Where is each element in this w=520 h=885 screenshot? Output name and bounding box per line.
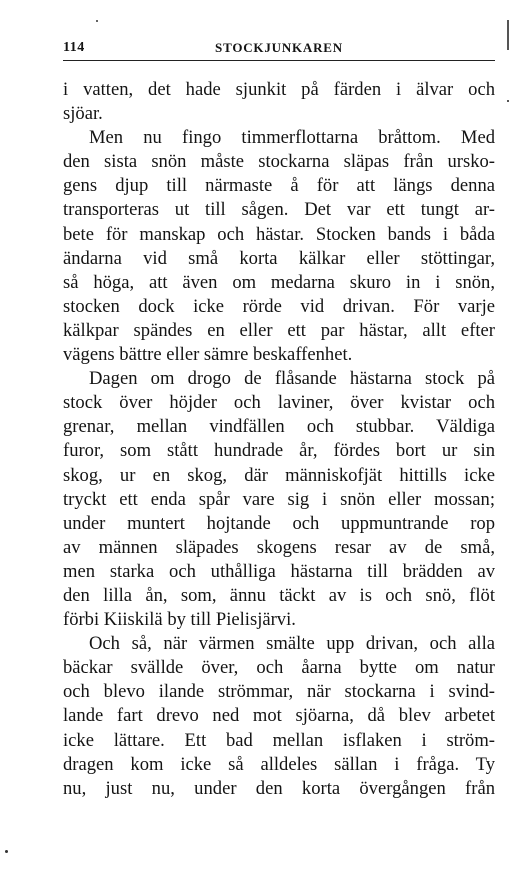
text-line: stocken dock icke rörde vid drivan. För varje (63, 295, 495, 317)
text-line: Och så, när värmen smälte upp drivan, och alla (89, 633, 495, 655)
binding-edge-mark (507, 20, 509, 50)
text-line: lande fart drevo ned mot sjöarna, då blev arbetet (63, 705, 495, 727)
speck (96, 20, 98, 22)
text-line: sjöar. (63, 103, 103, 125)
text-line: transporteras ut till sågen. Det var ett tungt ar- (63, 199, 495, 221)
text-line: skog, ur en skog, där människofjät hittills icke (63, 464, 495, 486)
text-line: Dagen om drogo de flåsande hästarna stock på (89, 368, 495, 390)
running-head: STOCKJUNKAREN (215, 40, 343, 55)
page-header (63, 40, 495, 60)
text-line: men starka och uthålliga hästarna till brädden av (63, 560, 495, 582)
header-rule (63, 60, 495, 61)
text-line: tryckt ett enda spår vare sig i snön eller mossan; (63, 488, 495, 510)
text-line: den sista snön måste stockarna släpas från ursko- (63, 151, 495, 173)
page-number: 114 (63, 40, 85, 55)
text-line: vägens bättre eller sämre beskaffenhet. (63, 344, 353, 366)
text-line: i vatten, det hade sjunkit på färden i älvar och (63, 79, 495, 100)
text-line: Men nu fingo timmerflottarna bråttom. Med (89, 127, 495, 149)
text-line: så höga, att även om medarna skuro in i snön, (63, 271, 495, 293)
speck (5, 850, 8, 853)
text-line: bäckar svällde över, och åarna bytte om natur (63, 657, 495, 679)
text-line: bete för manskap och hästar. Stocken bands i båda (63, 223, 495, 245)
text-line: nu, just nu, under den korta övergången från (63, 777, 495, 799)
text-line: icke lättare. Ett bad mellan isflaken i ström- (63, 729, 495, 751)
text-line: stock över höjder och laviner, över kvistar och (63, 392, 495, 414)
text-line: den lilla ån, som, ännu täckt av is och snö, flöt (63, 584, 495, 606)
body-text (63, 78, 495, 801)
text-line: under muntert hojtande och uppmuntrande rop (63, 512, 495, 534)
text-line: grenar, mellan vindfällen och stubbar. Väldiga (63, 416, 495, 438)
text-line: och blevo ilande strömmar, när stockarna i svind- (63, 681, 495, 703)
text-line: dragen kom icke så alldeles sällan i fråga. Ty (63, 753, 495, 775)
text-line: furor, som stått hundrade år, fördes bort ur sin (63, 440, 495, 462)
text-line: gens djup till närmaste å för att längs denna (63, 175, 495, 197)
text-line: ändarna vid små korta kälkar eller stöttingar, (63, 247, 495, 269)
text-line: av männen släpades skogens resar av de små, (63, 536, 495, 558)
text-line: kälkpar spändes en eller ett par hästar, allt efter (63, 319, 495, 341)
binding-edge-mark (507, 100, 509, 102)
text-line: förbi Kiiskilä by till Pielisjärvi. (63, 609, 296, 631)
